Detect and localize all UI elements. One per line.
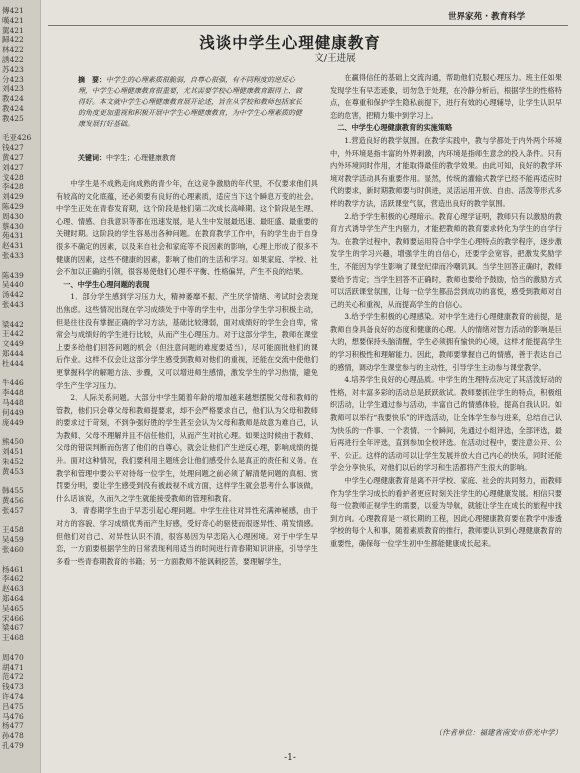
article-author: 文/王进展	[314, 53, 356, 64]
margin-fragment: 汤442	[2, 290, 24, 300]
previous-page-margin	[0, 0, 41, 773]
margin-fragment: 吕475	[2, 701, 24, 711]
paragraph: 4.培养学生良好的心理品质。中学生的生理特点决定了其活泼好动的性格，对丰富多彩的活动总是跃跃欲试。教师要抓住学生的特点，积极组织活动，让学生通过参与活动，丰富自己的情感体验，提高自我认识。如教师可以举行“我要快乐”的评选活动，让全体学生参与进来，总结自己认为快乐的一件事、一个表情、一个瞬间，先通过小组评选，全部评选，最后再进行全年评选，直到参加全校评选。在活动过程中，要注意公开、公平、公正。这样的活动可以让学生发展并放大自己内心的快乐，同时还能学会分享快乐，对他们以后的学习和生活都将产生很大的影响。	[330, 375, 562, 473]
margin-fragment: 教424	[2, 94, 24, 104]
left-column	[56, 178, 318, 568]
margin-fragment: 韩455	[2, 486, 24, 496]
section-heading: 二、中学生心理健康教育的实施策略	[337, 123, 453, 133]
paragraph: 1.营造良好的教学氛围。在教学实践中，教与学都处于内外两个环境中，外环境是指丰富的外界刺激，内环境是指师生意念的投入条件。只有内外环境同时作用，才能取得最佳的教学效果。由此可知，良好的教学环境对教学活动具有重要作用。显然，传统的灌输式教学已经不能再适应时代的要求，新时期教师要与时俱进，灵活运用开放、自由、活泼等形式多样的教学方法，活跃课堂气氛，营造出良好的教学氛围。	[330, 135, 562, 208]
margin-fragment: 周470	[2, 652, 24, 662]
margin-fragment: 马448	[2, 398, 24, 407]
margin-fragment: 王442	[2, 329, 24, 339]
margin-fragment: 吴440	[2, 280, 24, 290]
margin-fragment: 吴465	[2, 603, 24, 613]
article-title: 浅谈中学生心理健康教育	[199, 34, 381, 52]
margin-fragment: 周430	[2, 211, 24, 221]
margin-fragment: 张460	[2, 545, 24, 554]
margin-fragment: 钱473	[2, 682, 24, 692]
paragraph: 中学生心理健康教育是离不开学校、家庭、社会的共同努力，而教师作为学生学习成长的看护者更应时刻关注学生的心理健康发展。相信只要每一位教师正视学生的需要，以爱为导航，就能让学生在成长的旅程中找到方向。心理教育是一项长期的工程，因此心理健康教育要在教学中渗透学校的每个人和事，随着素质教育的推行，教师要认识到心理健康教育的重要性，确保每一位学生初中生都能健康成长起来。	[330, 476, 562, 548]
margin-fragment: 何449	[2, 407, 24, 417]
page-number: -1-	[284, 753, 296, 763]
margin-fragment	[2, 369, 38, 379]
margin-fragment: 嘆421	[2, 15, 24, 25]
margin-fragment: 庞449	[2, 417, 24, 427]
margin-fragment: 林422	[2, 45, 24, 55]
margin-fragment: 郑444	[2, 349, 24, 358]
margin-fragment: 孙478	[2, 731, 24, 741]
paragraph: 3.给予学生积极的心理感染。对中学生进行心理健康教育的前提，是教师自身具备良好的态度和健康的心理。人的情绪对智力活动的影响是巨大的，想要保持头脑清醒，学生必须拥有愉快的心境，这样才能提高学生的学习积极性和理解能力。因此，教师要掌握自己的情感，善于表达自己的感情，调动学生课堂参与的主动性，引导学生主动参与课堂教学。	[330, 312, 562, 372]
margin-fragment: 牛446	[2, 378, 24, 388]
margin-fragment: 宋466	[2, 613, 24, 623]
margin-fragment: 马476	[2, 711, 24, 721]
margin-fragment: 教424	[2, 104, 24, 113]
margin-fragment: 苏423	[2, 64, 24, 74]
margin-fragment: 杨461	[2, 564, 24, 574]
margin-fragment	[2, 427, 38, 437]
margin-fragment: 教425	[2, 113, 24, 123]
margin-fragment	[2, 555, 38, 565]
margin-fragment	[2, 124, 38, 134]
margin-fragment: 戈428	[2, 172, 24, 182]
margin-fragment: 李448	[2, 388, 24, 398]
margin-fragment	[2, 476, 38, 486]
margin-fragment: 王468	[2, 633, 24, 643]
margin-fragment	[2, 310, 38, 320]
margin-fragment: 苑431	[2, 231, 24, 241]
margin-fragment: 梁467	[2, 623, 24, 633]
keywords	[78, 152, 306, 164]
margin-fragment: 张433	[2, 251, 24, 260]
margin-fragment: 熊450	[2, 437, 24, 447]
margin-fragment: 胡471	[2, 662, 24, 672]
margin-fragment: 吴459	[2, 535, 24, 545]
abstract-label: 摘 要：	[78, 75, 106, 84]
margin-fragment: 刘429	[2, 192, 24, 202]
margin-fragment: 毛亚426	[2, 133, 32, 143]
section-heading: 一、中学生心理问题的表现	[63, 279, 150, 289]
margin-fragment: 郑464	[2, 594, 24, 603]
margin-fragment: 李428	[2, 182, 24, 192]
margin-fragment: 李462	[2, 574, 24, 584]
paragraph: 2.给予学生积极的心理暗示。教育心理学证明，教师只有以激励的教育方式诱导学生产生内驱力，才能把教师的教育要求转化为学生的自学行为。在教学过程中，教师要运用符合中学生心理特点的教学程序，逐步激发学生的学习兴趣，增强学生的自信心，还要学会宽容，把激发奖励学生，不能因为学生影响了课堂纪律而冷嘲讥讽。当学生回答正确时，教师要给予肯定；当学生回答不正确时，教师也要给予鼓励，恰当的激励方式可以活跃课堂氛围，让每一位学生都品尝到成功的喜悦，感受到教师对自己的关心和重视，从而提高学生的自信心。	[330, 211, 562, 309]
abstract-text: 中学生的心理素质很脆弱，自尊心很强，有不同程度的逆反心理，中学生心理健康教育很重要，尤其需要学校心理健康教育跟得上、做得好。本文就中学生心理健康教育展开论述，旨在从学校和教师包括家长的角度更加重视和积极开展中学生心理健康教育，为中学生心理素质的健康发展打好基础。	[78, 76, 302, 128]
keywords-label: 关键词：	[78, 153, 106, 162]
journal-header: 世界家苑 · 教育科学	[448, 12, 526, 22]
margin-fragment	[2, 643, 38, 653]
margin-fragment: 钱427	[2, 143, 24, 153]
paragraph: 1．部分学生感到学习压力大，精神萎靡不振、产生厌学情绪、考试时会表现出焦虑。这些情况出现在学习成绩处于中等的学生中，出部分学生学习积极主动，但是往往没有掌握正确的学习方法，基础比较薄弱，面对成绩好的学生会自卑，常常会与成绩好的学生进行比较，从而产生心理压力。对于这部分学生，教师在课堂上要多给他们回答问题的机会（但注意问题的难度要适当），尽可能面批他们的课后作业。这样不仅会让这部分学生感受到教师对他们的重视，还能在交流中使他们更掌握科学的解题方法、步骤，又可以增进师生感情，激发学生的学习热情，避免学生产生学习压力。	[56, 292, 318, 390]
header-divider	[48, 25, 568, 26]
margin-fragment: 蔡430	[2, 221, 24, 231]
margin-fragment	[2, 261, 38, 271]
margin-fragment: 梁442	[2, 319, 24, 329]
margin-fragment: 杨477	[2, 721, 24, 731]
margin-fragment: 陈439	[2, 270, 24, 280]
abstract	[78, 74, 306, 130]
margin-fragment: 张443	[2, 300, 24, 309]
margin-fragment: 刘427	[2, 162, 24, 172]
margin-fragment: 朱452	[2, 456, 24, 466]
margin-fragment: 王458	[2, 525, 24, 535]
keywords-text: 中学生；心理健康教育	[106, 154, 176, 162]
margin-fragment: 许474	[2, 692, 24, 701]
margin-fragment: 黄453	[2, 466, 24, 476]
paragraph: 中学生是不成熟走向成熟的青少年，在这竞争激励的年代里，不仅要求他们具有较高的文化底蕴，还必须要有良好的心理素质，适应当下这个瞬息万变的社会。中学生正处在青春发育期，这个阶段是他们第二次成长高峰期。这个阶段是生理、心理、情感、自我意识等都在迅速发展，是人生中发展最迅速、最旺盛、最重要的关键时期。这阶段的学生容易出各种问题。在教育教学工作中，有的学生由于自身很多不确定的因素，以及来自社会和家庭等不良因素的影响，心理上形成了很多不健康的因素，这些不健康的因素，影响了他们的生活和学习。如果家庭、学校、社会不加以正确的引领，很容易使他们心理不平衡、性格偏异，产生不良的结果。	[56, 179, 318, 277]
margin-fragment: 杜444	[2, 358, 24, 368]
margin-fragment: 分423	[2, 74, 24, 84]
margin-fragment: 黄456	[2, 496, 24, 505]
margin-fragment: 黄427	[2, 153, 24, 162]
paragraph: 在赢得信任的基础上交流沟通，帮助他们克服心理压力。班主任如果发现学生有早恋迹象，切勿急于处理，在冷静分析后，根据学生的性格特点，在尊重和保护学生隐私前提下，进行有效的心理辅导，让学生认识早恋的危害，把精力集中到学习上。	[330, 73, 562, 120]
margin-fragment: 刘451	[2, 447, 24, 456]
margin-fragment: 誘422	[2, 55, 24, 64]
margin-fragment: 歸422	[2, 35, 24, 45]
margin-fragment: 駕421	[2, 25, 24, 35]
margin-fragment: 文449	[2, 339, 24, 349]
margin-fragment: 刘423	[2, 84, 24, 94]
margin-fragment: 张457	[2, 505, 24, 515]
paragraph: 3．青春期学生由于早恋引起心理问题。中学生往往对异性充满神秘感，由于对方的容貌、学习成绩优秀而产生好感，受好奇心的驱使而很逐异性、萌发情感。但他们对自己、对异性认识不清，很容易因为早恋陷入心理困境。对于中学生早恋，一方面要根据学生的日常表现利用适当的时间进行青春期知识讲座，引导学生多看一些青春期教育的书籍；另一方面教师不能讽刺挖苦，要理解学生，	[56, 506, 318, 566]
paragraph: 2．人际关系问题。大部分中学生随着年龄的增加越来越想摆脱父母和教师的管教，他们只会尊父母和教师提要求，却不会严格要求自己，他们认为父母和教师的要求过于苛刻，不到争强好胜的学生甚至会认为父母和教师是故意为难自己，认为教师、父母不理解并且不信任他们，从而产生对抗心理。如果这时候由于教师、父母的错误判断而伤害了他们的自尊心，就会让他们产生逆反心理，影响成绩的提升。面对这种情况，我们要利用主题班会让他们感受什么是真正的责任和义务。在教学和管理中要公平对待每一位学生，处理问题之前必须了解清楚问题的真相、赏罚要分明，要让学生感受到没有被歧视不成方面，这样学生就会思考什么事该做，什么话该说，久而久之学生就能接受教师的管理和教育。	[56, 393, 318, 503]
margin-fragment: 傳421	[2, 6, 24, 15]
margin-fragment: 陈429	[2, 202, 24, 211]
right-column	[330, 72, 562, 551]
margin-fragment	[2, 516, 38, 526]
margin-fragment: 赵431	[2, 241, 24, 251]
margin-fragment: 赵463	[2, 584, 24, 594]
margin-fragment: 范472	[2, 672, 24, 682]
author-affiliation: （作者单位：福建省南安市侨光中学）	[434, 728, 562, 737]
margin-fragment: 孔479	[2, 741, 24, 750]
